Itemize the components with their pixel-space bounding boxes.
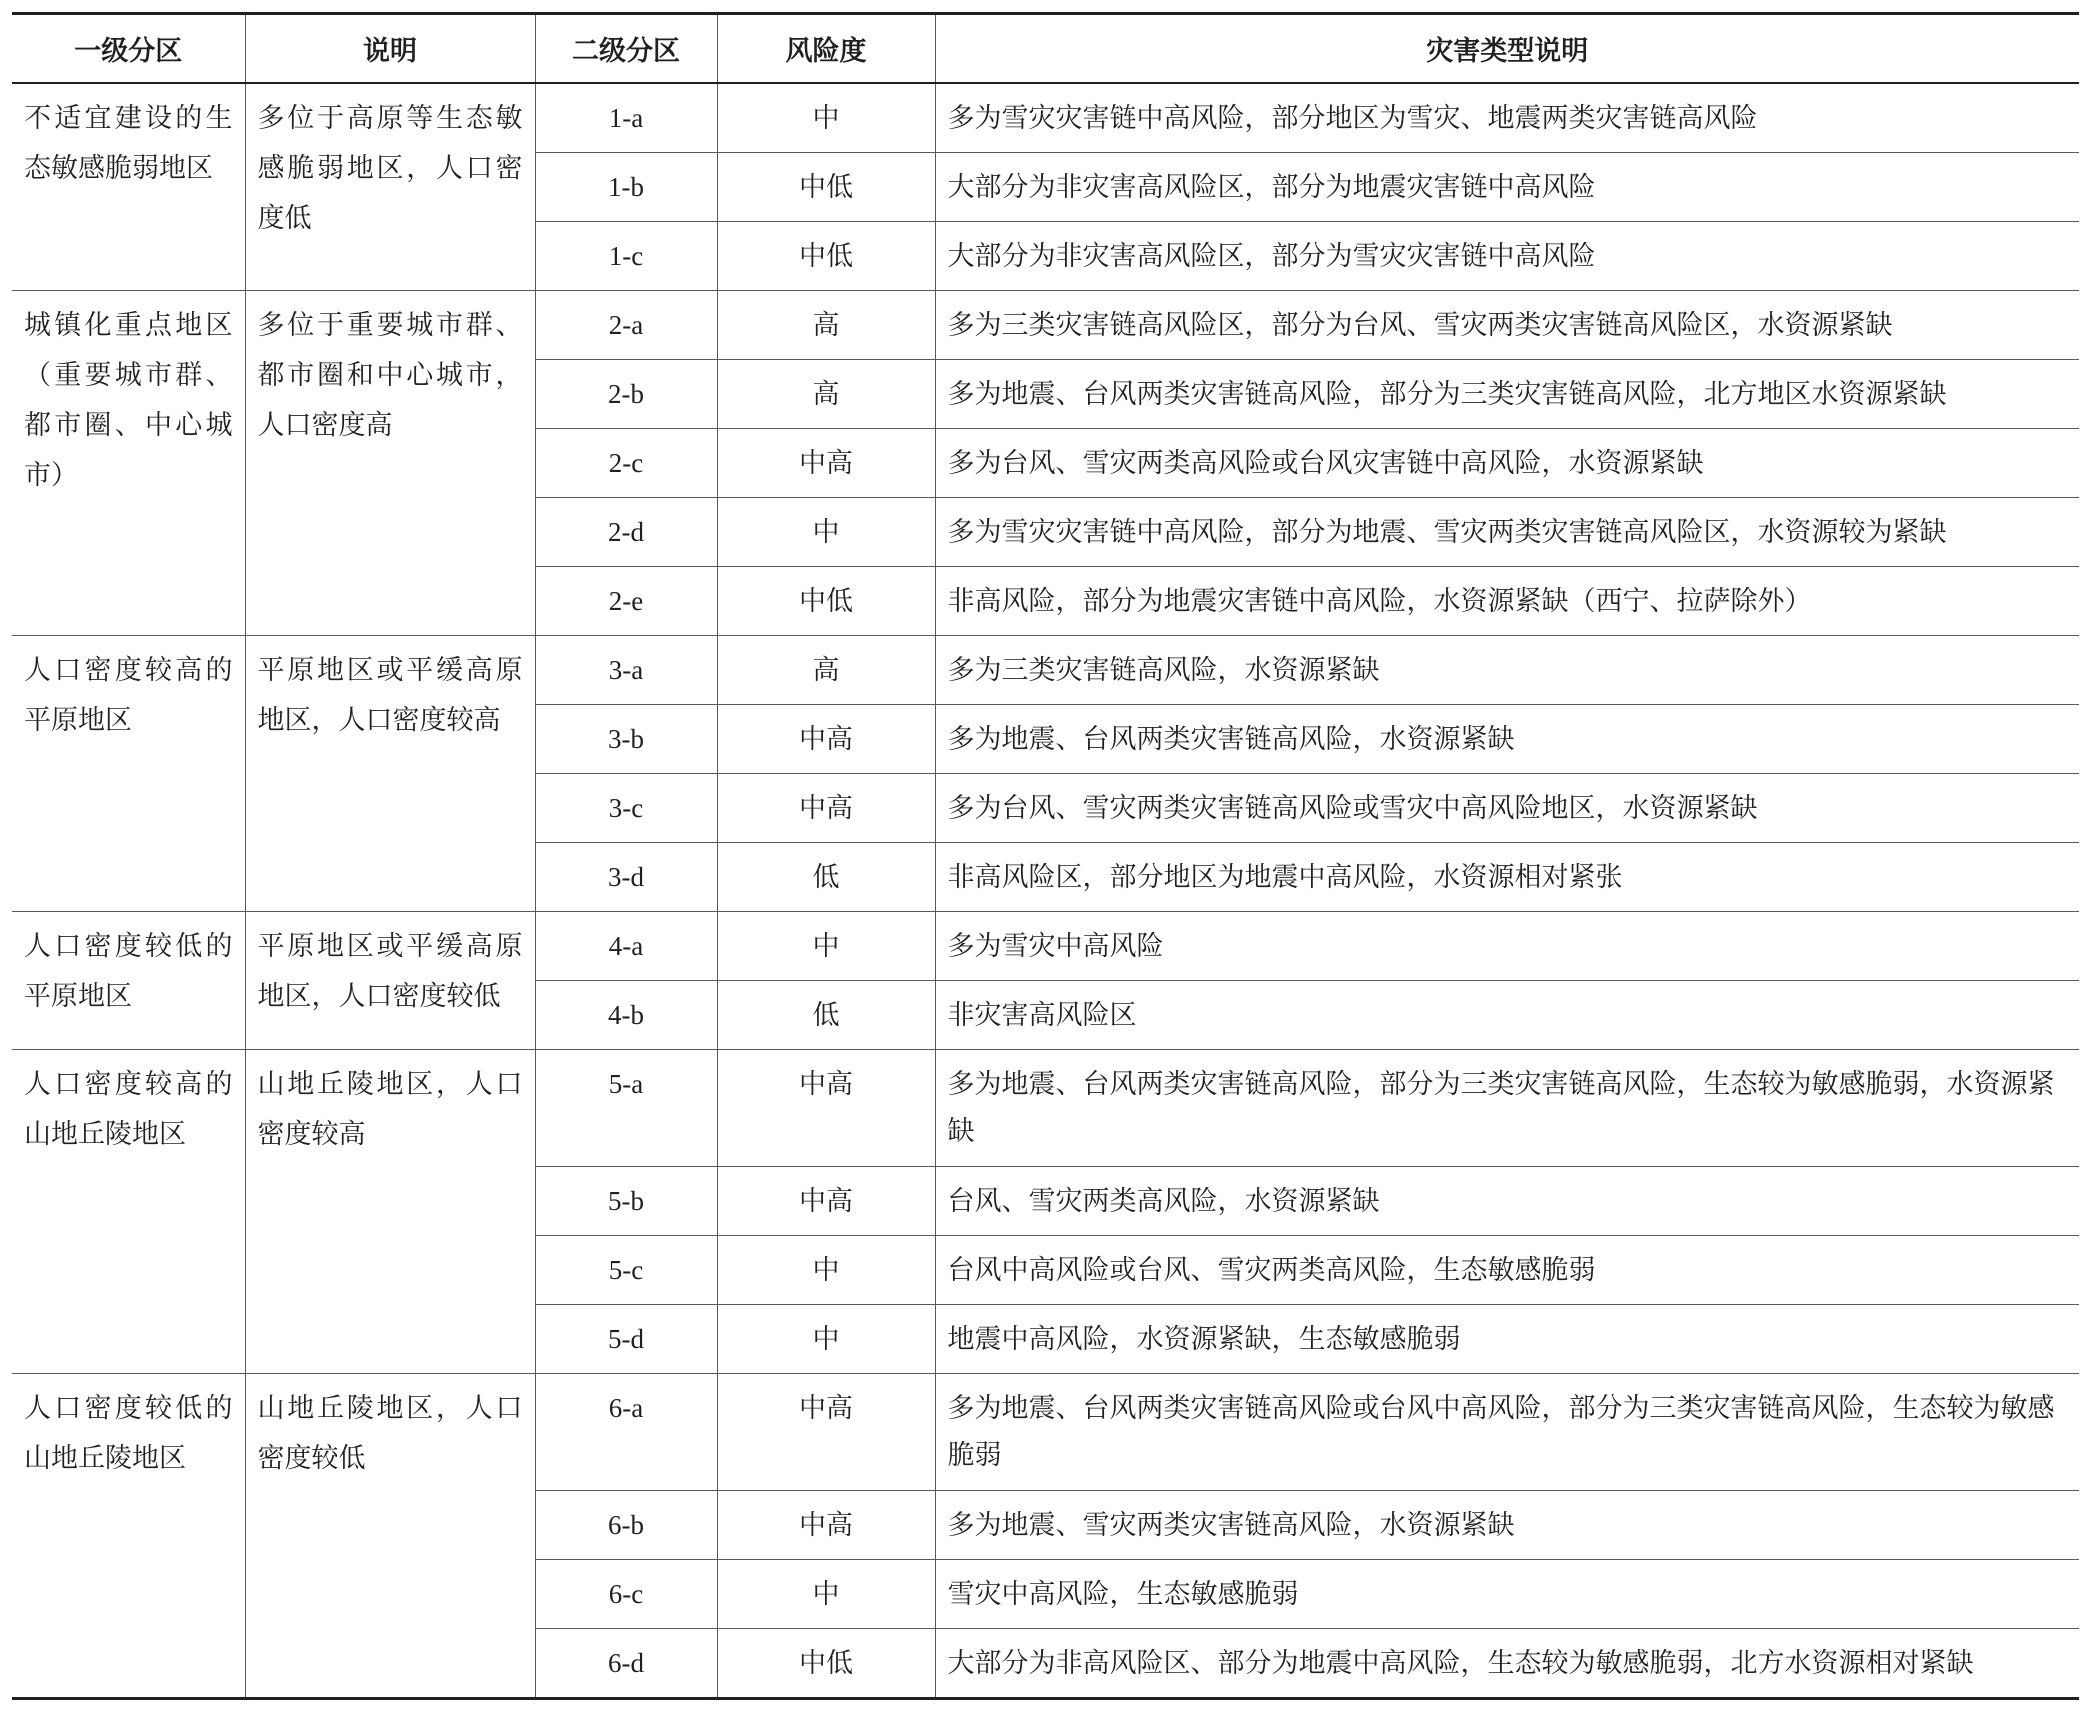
risk-level-cell: 中 — [717, 498, 935, 567]
secondary-zone-cell: 5-c — [535, 1236, 717, 1305]
secondary-zone-cell: 2-e — [535, 567, 717, 636]
hazard-description-cell: 台风、雪灾两类高风险，水资源紧缺 — [935, 1167, 2079, 1236]
zoning-table-wrapper — [12, 12, 2079, 1700]
primary-zone-cell: 人口密度较低的平原地区 — [12, 912, 245, 1050]
risk-level-cell: 中高 — [717, 705, 935, 774]
hazard-description-cell: 多为雪灾灾害链中高风险，部分为地震、雪灾两类灾害链高风险区，水资源较为紧缺 — [935, 498, 2079, 567]
risk-level-cell: 高 — [717, 291, 935, 360]
table-row — [12, 636, 2079, 705]
hazard-description-cell: 多为雪灾灾害链中高风险，部分地区为雪灾、地震两类灾害链高风险 — [935, 83, 2079, 153]
risk-level-cell: 中高 — [717, 1374, 935, 1491]
header-primary-zone: 一级分区 — [12, 14, 245, 84]
secondary-zone-cell: 3-b — [535, 705, 717, 774]
header-description: 说明 — [245, 14, 535, 84]
risk-level-cell: 中 — [717, 912, 935, 981]
risk-level-cell: 中高 — [717, 1050, 935, 1167]
table-row — [12, 1050, 2079, 1167]
table-row — [12, 83, 2079, 153]
hazard-description-cell: 大部分为非灾害高风险区，部分为雪灾灾害链中高风险 — [935, 222, 2079, 291]
hazard-description-cell: 非高风险，部分为地震灾害链中高风险，水资源紧缺（西宁、拉萨除外） — [935, 567, 2079, 636]
table-row — [12, 291, 2079, 360]
header-risk-level: 风险度 — [717, 14, 935, 84]
secondary-zone-cell: 1-a — [535, 83, 717, 153]
zone-description-cell: 平原地区或平缓高原地区，人口密度较高 — [245, 636, 535, 912]
secondary-zone-cell: 4-b — [535, 981, 717, 1050]
risk-level-cell: 中 — [717, 1560, 935, 1629]
primary-zone-cell: 城镇化重点地区（重要城市群、都市圈、中心城市） — [12, 291, 245, 636]
zone-description-cell: 多位于高原等生态敏感脆弱地区，人口密度低 — [245, 83, 535, 291]
primary-zone-cell: 人口密度较低的山地丘陵地区 — [12, 1374, 245, 1699]
risk-level-cell: 中 — [717, 1305, 935, 1374]
secondary-zone-cell: 5-d — [535, 1305, 717, 1374]
secondary-zone-cell: 6-d — [535, 1629, 717, 1699]
header-row — [12, 14, 2079, 84]
primary-zone-cell: 人口密度较高的山地丘陵地区 — [12, 1050, 245, 1374]
zone-description-cell: 山地丘陵地区，人口密度较高 — [245, 1050, 535, 1374]
risk-level-cell: 中 — [717, 1236, 935, 1305]
secondary-zone-cell: 6-c — [535, 1560, 717, 1629]
risk-level-cell: 中高 — [717, 429, 935, 498]
risk-level-cell: 中高 — [717, 1491, 935, 1560]
table-row — [12, 1374, 2079, 1491]
table-body — [12, 83, 2079, 1699]
hazard-description-cell: 雪灾中高风险，生态敏感脆弱 — [935, 1560, 2079, 1629]
primary-zone-cell: 不适宜建设的生态敏感脆弱地区 — [12, 83, 245, 291]
risk-level-cell: 高 — [717, 636, 935, 705]
secondary-zone-cell: 3-c — [535, 774, 717, 843]
secondary-zone-cell: 1-b — [535, 153, 717, 222]
zone-description-cell: 平原地区或平缓高原地区，人口密度较低 — [245, 912, 535, 1050]
table-row — [12, 912, 2079, 981]
hazard-description-cell: 多为三类灾害链高风险，水资源紧缺 — [935, 636, 2079, 705]
hazard-description-cell: 非灾害高风险区 — [935, 981, 2079, 1050]
secondary-zone-cell: 2-b — [535, 360, 717, 429]
table-header — [12, 14, 2079, 84]
header-hazard-type: 灾害类型说明 — [935, 14, 2079, 84]
risk-level-cell: 中低 — [717, 153, 935, 222]
hazard-description-cell: 多为台风、雪灾两类灾害链高风险或雪灾中高风险地区，水资源紧缺 — [935, 774, 2079, 843]
secondary-zone-cell: 4-a — [535, 912, 717, 981]
risk-level-cell: 高 — [717, 360, 935, 429]
hazard-description-cell: 多为地震、台风两类灾害链高风险，水资源紧缺 — [935, 705, 2079, 774]
risk-level-cell: 中低 — [717, 222, 935, 291]
risk-level-cell: 中高 — [717, 1167, 935, 1236]
hazard-description-cell: 大部分为非灾害高风险区，部分为地震灾害链中高风险 — [935, 153, 2079, 222]
zone-description-cell: 多位于重要城市群、都市圈和中心城市，人口密度高 — [245, 291, 535, 636]
risk-level-cell: 中 — [717, 83, 935, 153]
risk-level-cell: 低 — [717, 981, 935, 1050]
risk-level-cell: 中低 — [717, 1629, 935, 1699]
secondary-zone-cell: 3-a — [535, 636, 717, 705]
header-secondary-zone: 二级分区 — [535, 14, 717, 84]
hazard-description-cell: 非高风险区，部分地区为地震中高风险，水资源相对紧张 — [935, 843, 2079, 912]
hazard-description-cell: 多为地震、雪灾两类灾害链高风险，水资源紧缺 — [935, 1491, 2079, 1560]
hazard-description-cell: 多为台风、雪灾两类高风险或台风灾害链中高风险，水资源紧缺 — [935, 429, 2079, 498]
secondary-zone-cell: 2-a — [535, 291, 717, 360]
secondary-zone-cell: 5-b — [535, 1167, 717, 1236]
secondary-zone-cell: 1-c — [535, 222, 717, 291]
risk-level-cell: 中低 — [717, 567, 935, 636]
secondary-zone-cell: 3-d — [535, 843, 717, 912]
hazard-description-cell: 多为地震、台风两类灾害链高风险，部分为三类灾害链高风险，北方地区水资源紧缺 — [935, 360, 2079, 429]
hazard-description-cell: 地震中高风险，水资源紧缺，生态敏感脆弱 — [935, 1305, 2079, 1374]
zone-description-cell: 山地丘陵地区，人口密度较低 — [245, 1374, 535, 1699]
hazard-description-cell: 多为雪灾中高风险 — [935, 912, 2079, 981]
hazard-description-cell: 台风中高风险或台风、雪灾两类高风险，生态敏感脆弱 — [935, 1236, 2079, 1305]
hazard-description-cell: 多为地震、台风两类灾害链高风险或台风中高风险，部分为三类灾害链高风险，生态较为敏感脆弱 — [935, 1374, 2079, 1491]
secondary-zone-cell: 2-c — [535, 429, 717, 498]
hazard-description-cell: 多为三类灾害链高风险区，部分为台风、雪灾两类灾害链高风险区，水资源紧缺 — [935, 291, 2079, 360]
secondary-zone-cell: 6-b — [535, 1491, 717, 1560]
secondary-zone-cell: 6-a — [535, 1374, 717, 1491]
primary-zone-cell: 人口密度较高的平原地区 — [12, 636, 245, 912]
hazard-description-cell: 大部分为非高风险区、部分为地震中高风险，生态较为敏感脆弱，北方水资源相对紧缺 — [935, 1629, 2079, 1699]
risk-level-cell: 低 — [717, 843, 935, 912]
secondary-zone-cell: 5-a — [535, 1050, 717, 1167]
secondary-zone-cell: 2-d — [535, 498, 717, 567]
hazard-description-cell: 多为地震、台风两类灾害链高风险，部分为三类灾害链高风险，生态较为敏感脆弱，水资源紧缺 — [935, 1050, 2079, 1167]
zoning-table — [12, 12, 2079, 1700]
risk-level-cell: 中高 — [717, 774, 935, 843]
